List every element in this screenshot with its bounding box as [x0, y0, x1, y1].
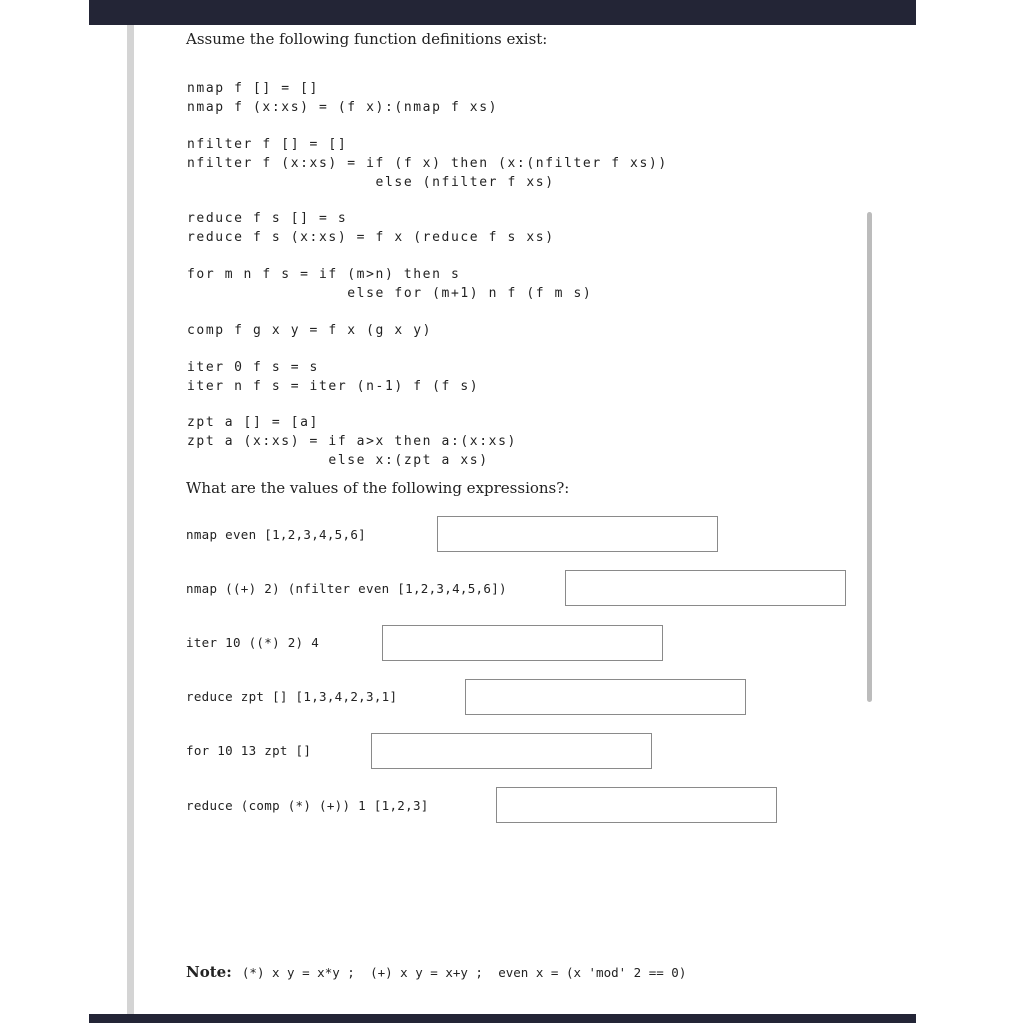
scrollbar[interactable]: [867, 212, 872, 702]
def-reduce: reduce f s [] = s reduce f s (x:xs) = f x (reduce f s xs): [187, 211, 555, 245]
answer-input-3[interactable]: [382, 625, 663, 661]
expression-label-5: for 10 13 zpt []: [186, 743, 312, 758]
intro-text: Assume the following function definitions exist:: [186, 30, 548, 48]
def-nmap: nmap f [] = [] nmap f (x:xs) = (f x):(nmap f xs): [187, 81, 499, 115]
note-mult: (*) x y = x*y ;: [241, 965, 355, 980]
page-left-edge: [127, 25, 134, 1014]
def-iter: iter 0 f s = s iter n f s = iter (n-1) f (f s): [187, 360, 480, 394]
def-for: for m n f s = if (m>n) then s else for (m+1) n f (f m s): [187, 267, 593, 301]
answer-input-2[interactable]: [565, 570, 846, 606]
def-nfilter: nfilter f [] = [] nfilter f (x:xs) = if (f x) then (x:(nfilter f xs)) else (nfilter f xs): [187, 137, 668, 190]
answer-input-1[interactable]: [437, 516, 718, 552]
note-even: even x = (x 'mod' 2 == 0): [498, 965, 687, 980]
expression-label-2: nmap ((+) 2) (nfilter even [1,2,3,4,5,6]): [186, 581, 507, 596]
note-add: (+) x y = x+y ;: [370, 965, 483, 980]
def-zpt: zpt a [] = [a] zpt a (x:xs) = if a>x then a:(x:xs) else x:(zpt a xs): [187, 415, 517, 468]
expression-label-4: reduce zpt [] [1,3,4,2,3,1]: [186, 689, 398, 704]
question-text: What are the values of the following expressions?:: [186, 479, 570, 497]
answer-input-5[interactable]: [371, 733, 652, 769]
note-label: Note:: [186, 963, 232, 981]
answer-input-6[interactable]: [496, 787, 777, 823]
note: [186, 962, 686, 981]
expression-label-1: nmap even [1,2,3,4,5,6]: [186, 527, 366, 542]
top-bar: [89, 0, 916, 25]
expression-label-3: iter 10 ((*) 2) 4: [186, 635, 320, 650]
answer-input-4[interactable]: [465, 679, 746, 715]
def-comp: comp f g x y = f x (g x y): [187, 323, 433, 338]
expression-label-6: reduce (comp (*) (+)) 1 [1,2,3]: [186, 798, 429, 813]
bottom-bar: [89, 1014, 916, 1023]
